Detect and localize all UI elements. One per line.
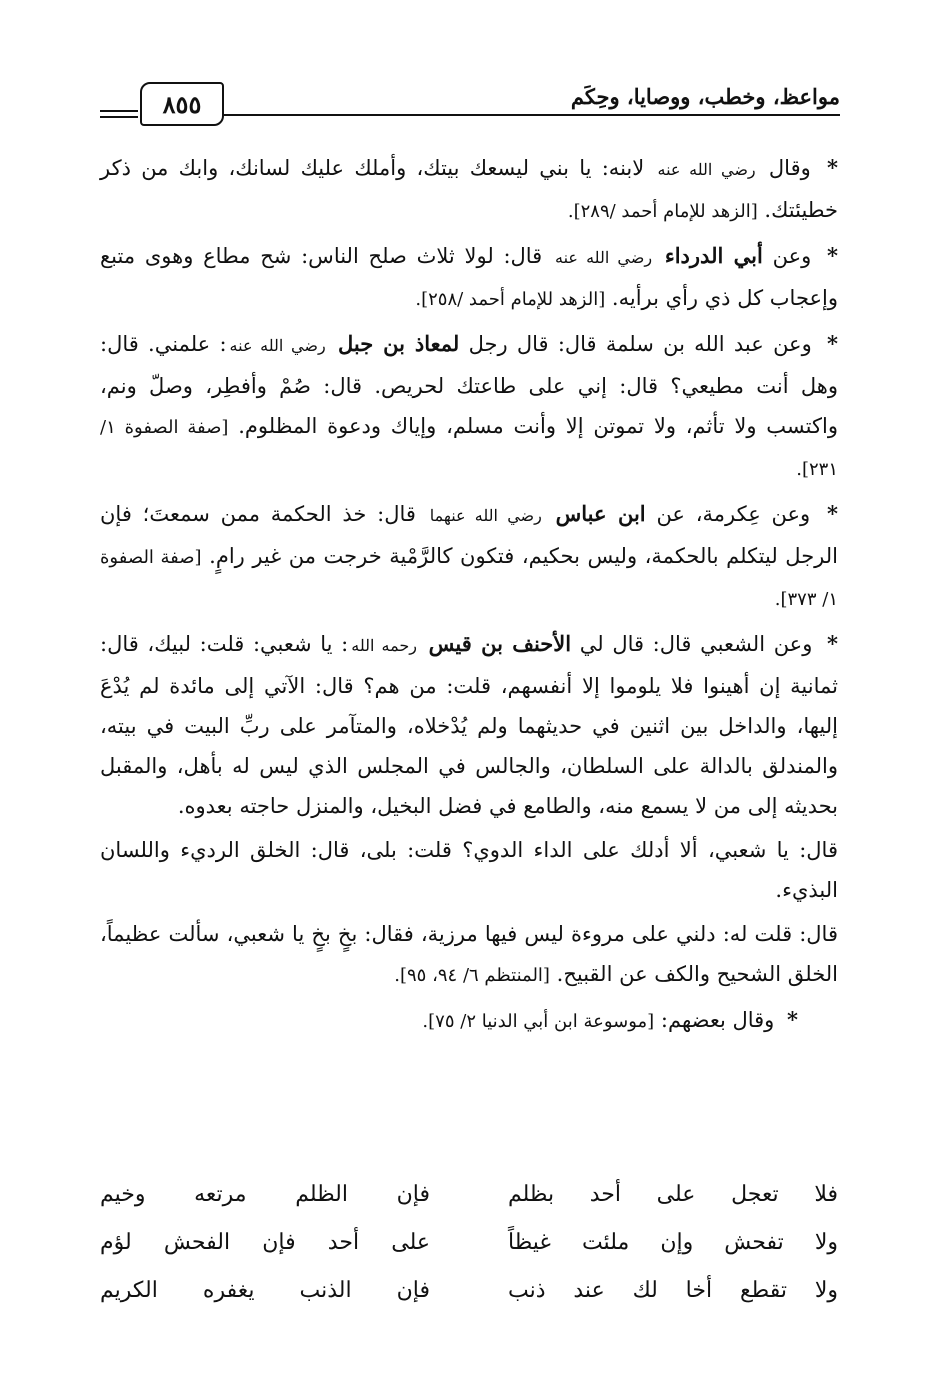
paragraph-text: : يا شعبي: قلت: لبيك، قال: ثمانية إن أهينوا فلا يلوموا إلا أنفسهم، قلت: من هم؟ قال: الآتي إلى مائدة لم يُدْعَ إليها، والداخل بين اثنين في حديثهما ولم يُدْخلاه، والمتآمر على ربِّ البيت في بيته، والمندلق بالدالة على السلطان، والجالس في المجلس الذي ليس له بأهل، والمقبل بحديثه إلى من لا يسمع منه، والطامع في فضل البخيل، والمنزل حاجته بعدوه. xyxy=(100,632,838,818)
citation: [صفة الصفوة ١/ ٢٣١]. xyxy=(100,417,838,480)
poem xyxy=(100,1170,838,1314)
paragraph-text: قال: لولا ثلاث صلح الناس: شح مطاع وهوى متبع وإعجاب كل ذي رأي برأيه. xyxy=(100,244,838,310)
person-name: لمعاذ بن جبل xyxy=(337,331,460,356)
paragraph-5 xyxy=(100,624,838,826)
bullet-marker: * xyxy=(787,1007,798,1032)
honorific: رضي الله عنه xyxy=(554,248,653,267)
honorific: رحمه الله xyxy=(351,636,417,655)
verse-second-half: على أحد فإن الفحش لؤم xyxy=(100,1229,430,1255)
paragraph-text: وعن xyxy=(772,244,812,268)
honorific: رضي الله عنه xyxy=(657,160,756,179)
paragraph-8 xyxy=(100,1000,838,1042)
paragraph-text: وعن الشعبي قال: قال لي xyxy=(579,632,813,656)
verse-second-half: فإن الذنب يغفره الكريم xyxy=(100,1277,430,1303)
verse-first-half: ولا تفحش وإن ملئت غيظاً xyxy=(508,1229,838,1255)
person-name: ابن عباس xyxy=(555,501,646,526)
honorific: رضي الله عنه xyxy=(229,336,326,355)
paragraph-3 xyxy=(100,324,838,490)
main-text xyxy=(100,148,838,1046)
page-number-frame xyxy=(140,82,224,126)
header-rule-left-bottom xyxy=(100,116,138,118)
person-name: الأحنف بن قيس xyxy=(428,631,572,656)
verse-second-half: فإن الظلم مرتعه وخيم xyxy=(100,1181,430,1207)
paragraph-2 xyxy=(100,236,838,320)
paragraph-6 xyxy=(100,830,838,910)
citation: [المنتظم ٦/ ٩٤، ٩٥]. xyxy=(394,965,550,986)
paragraph-text: وعن عِكرمة، عن xyxy=(656,502,811,526)
honorific: رضي الله عنهما xyxy=(429,506,542,525)
bullet-marker: * xyxy=(827,155,838,180)
header-rule xyxy=(220,114,840,116)
person-name: أبي الدرداء xyxy=(664,243,763,268)
page-header xyxy=(100,78,840,128)
citation: [الزهد للإمام أحمد /٢٥٨]. xyxy=(415,289,606,310)
paragraph-text: قال: يا شعبي، ألا أدلك على الداء الدوي؟ قلت: بلى، قال: الخلق الرديء واللسان البذيء. xyxy=(100,838,838,902)
paragraph-4 xyxy=(100,494,838,620)
bullet-marker: * xyxy=(827,501,838,526)
paragraph-text: قال: قلت له: دلني على مروءة ليس فيها مرزية، فقال: بخٍ بخٍ يا شعبي، سألت عظيماً، الخلق الشحيح والكف عن القبيح. xyxy=(100,922,838,986)
paragraph-text: لابنه: يا بني ليسعك بيتك، وأملك عليك لسانك، وابك من ذكر خطيئتك. xyxy=(100,156,838,222)
poem-verse xyxy=(100,1218,838,1266)
paragraph-text: وقال بعضهم: xyxy=(660,1008,775,1032)
bullet-marker: * xyxy=(827,631,839,656)
paragraph-text: وعن عبد الله بن سلمة قال: قال رجل xyxy=(468,332,812,356)
verse-first-half: ولا تقطع أخا لك عند ذنب xyxy=(508,1277,838,1303)
page-number: ٨٥٥ xyxy=(162,89,202,119)
paragraph-text: قال: خذ الحكمة ممن سمعتَ؛ فإن الرجل ليتكلم بالحكمة، وليس بحكيم، فتكون كالرَّمْية خرجت من غير رامٍ. xyxy=(100,502,838,568)
paragraph-7 xyxy=(100,914,838,996)
running-title: مواعظ، وخطب، ووصايا، وحِكَم xyxy=(570,84,840,109)
citation: [الزهد للإمام أحمد /٢٨٩]. xyxy=(567,201,758,222)
citation: [موسوعة ابن أبي الدنيا ٢/ ٧٥]. xyxy=(422,1011,655,1032)
poem-verse xyxy=(100,1170,838,1218)
paragraph-text: وقال xyxy=(768,156,811,180)
poem-verse xyxy=(100,1266,838,1314)
bullet-marker: * xyxy=(827,243,839,268)
header-rule-left-top xyxy=(100,110,138,112)
paragraph-1 xyxy=(100,148,838,232)
citation: [صفة الصفوة ١/ ٣٧٣]. xyxy=(100,547,838,610)
bullet-marker: * xyxy=(827,331,838,356)
paragraph-text: : علمني. قال: وهل أنت مطيعي؟ قال: إني على طاعتك لحريص. قال: صُمْ وأفطِر، وصلّ ونم، واكتسب ولا تأثم، ولا تموتن إلا وأنت مسلم، وإياك ودعوة المظلوم. xyxy=(100,332,838,438)
verse-first-half: فلا تعجل على أحد بظلم xyxy=(508,1181,838,1207)
